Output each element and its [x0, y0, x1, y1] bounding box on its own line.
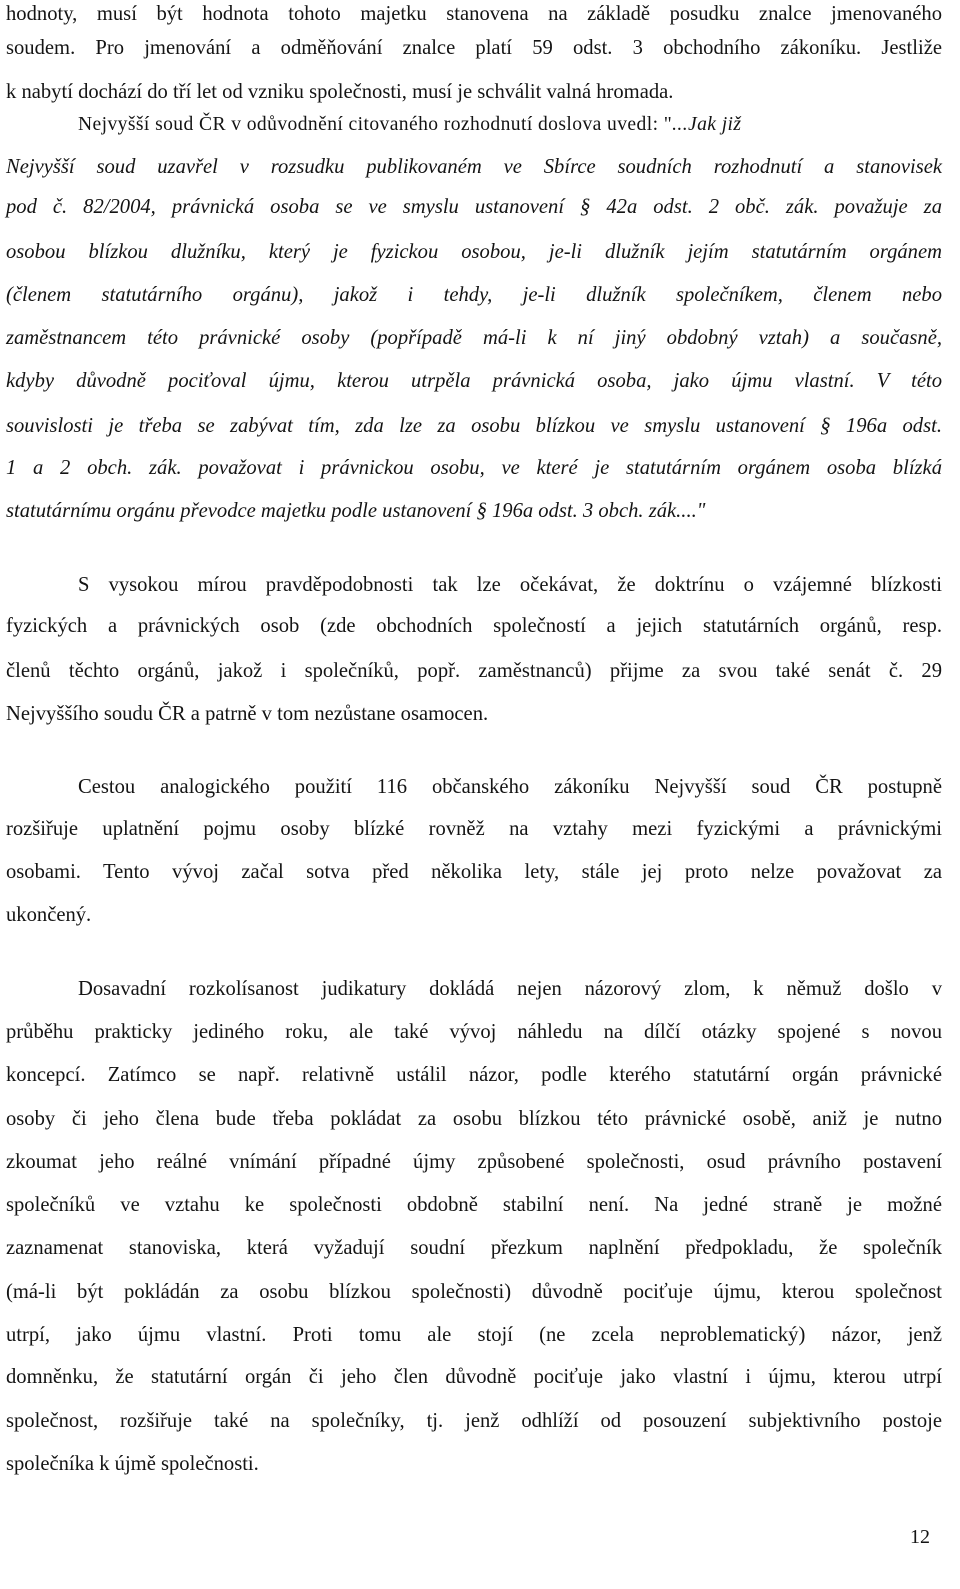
- text-line: Nejvyššího soudu ČR a patrně v tom nezůstane osamocen.: [6, 703, 489, 725]
- text-line: statutárnímu orgánu převodce majetku podle ustanovení § 196a odst. 3 obch. zák....": [6, 500, 706, 522]
- text-line: Nejvyšší soud uzavřel v rozsudku publikovaném ve Sbírce soudních rozhodnutí a stanovisek: [6, 156, 942, 178]
- text-line: soudem. Pro jmenování a odměňování znalce platí 59 odst. 3 obchodního zákoníku. Jestliže: [6, 37, 942, 59]
- text-line: (má-li být pokládán za osobu blízkou společnosti) důvodně pociťuje újmu, kterou společnost: [6, 1281, 942, 1303]
- text-line: zkoumat jeho reálné vnímání případné újmy způsobené společnosti, osud právního postavení: [6, 1151, 942, 1173]
- text-line: zaznamenat stanoviska, která vyžadují soudní přezkum naplnění předpokladu, že společník: [6, 1237, 942, 1259]
- text-line: utrpí, jako újmu vlastní. Proti tomu ale stojí (ne zcela neproblematický) názor, jenž: [6, 1324, 942, 1346]
- text-line-italic: ...Jak již: [672, 114, 742, 135]
- text-line: pod č. 82/2004, právnická osoba se ve smyslu ustanovení § 42a odst. 2 obč. zák. považuje za: [6, 196, 942, 218]
- text-line: společníka k újmě společnosti.: [6, 1453, 259, 1475]
- text-line: [78, 113, 942, 137]
- text-line-plain: Nejvyšší soud ČR v odůvodnění citovaného rozhodnutí doslova uvedl: ": [78, 114, 673, 135]
- text-line: osobou blízkou dlužníku, který je fyzickou osobou, je-li dlužník jejím statutárním orgánem: [6, 241, 942, 263]
- text-line: domněnku, že statutární orgán či jeho člen důvodně pociťuje jako vlastní i újmu, kterou utrpí: [6, 1366, 942, 1388]
- text-line: (členem statutárního orgánu), jakož i tehdy, je-li dlužník společníkem, členem nebo: [6, 284, 942, 306]
- text-line: osobami. Tento vývoj začal sotva před několika lety, stále jej proto nelze považovat za: [6, 861, 942, 883]
- text-line: 1 a 2 obch. zák. považovat i právnickou osobu, ve které je statutárním orgánem osoba blízká: [6, 457, 942, 479]
- text-line: hodnoty, musí být hodnota tohoto majetku stanovena na základě posudku znalce jmenovaného: [6, 3, 942, 25]
- text-line: souvislosti je třeba se zabývat tím, zda lze za osobu blízkou ve smyslu ustanovení § 196a odst.: [6, 415, 942, 437]
- text-line: Dosavadní rozkolísanost judikatury dokládá nejen názorový zlom, k němuž došlo v: [78, 978, 942, 1000]
- text-line: společnost, rozšiřuje také na společníky, tj. jenž odhlíží od posouzení subjektivního postoje: [6, 1410, 942, 1432]
- text-line: osoby či jeho člena bude třeba pokládat za osobu blízkou této právnické osobě, aniž je nutno: [6, 1108, 942, 1130]
- text-line: kdyby důvodně pociťoval újmu, kterou utrpěla právnická osoba, jako újmu vlastní. V této: [6, 370, 942, 392]
- text-line: zaměstnancem této právnické osoby (popřípadě má-li k ní jiný obdobný vztah) a současně,: [6, 327, 942, 349]
- text-line: společníků ve vztahu ke společnosti obdobně stabilní není. Na jedné straně je možné: [6, 1194, 942, 1216]
- text-line: průběhu prakticky jediného roku, ale také vývoj náhledu na dílčí otázky spojené s novou: [6, 1021, 942, 1043]
- text-line: k nabytí dochází do tří let od vzniku společnosti, musí je schválit valná hromada.: [6, 81, 674, 103]
- text-line: fyzických a právnických osob (zde obchodních společností a jejich statutárních orgánů, resp.: [6, 615, 942, 637]
- text-line: rozšiřuje uplatnění pojmu osoby blízké rovněž na vztahy mezi fyzickými a právnickými: [6, 818, 942, 840]
- text-line: S vysokou mírou pravděpodobnosti tak lze očekávat, že doktrínu o vzájemné blízkosti: [78, 574, 942, 596]
- document-page: [6, 0, 942, 1589]
- text-line: členů těchto orgánů, jakož i společníků, popř. zaměstnanců) přijme za svou také senát č. 29: [6, 660, 942, 682]
- text-line: ukončený.: [6, 904, 92, 926]
- text-line: koncepcí. Zatímco se např. relativně ustálil názor, podle kterého statutární orgán právnické: [6, 1064, 942, 1086]
- text-line: Cestou analogického použití 116 občanského zákoníku Nejvyšší soud ČR postupně: [78, 776, 942, 798]
- page-number: 12: [910, 1526, 930, 1548]
